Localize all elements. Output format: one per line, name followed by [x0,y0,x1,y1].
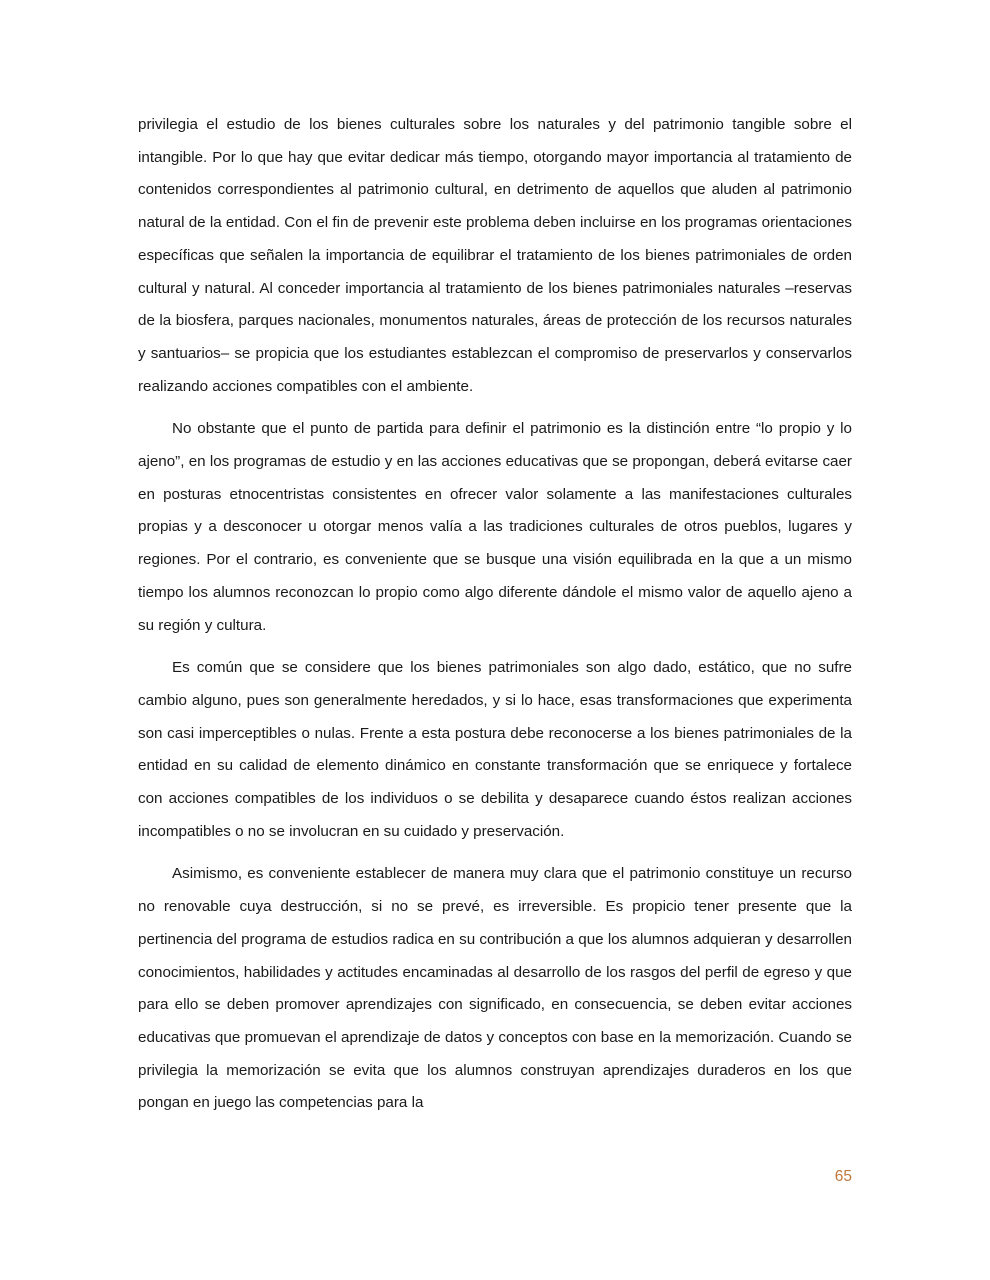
paragraph-3: Es común que se considere que los bienes patrimoniales son algo dado, estático, que no sufre cambio alguno, pues son generalmente heredados, y si lo hace, esas transformaciones que experimenta son casi imperceptibles o nulas. Frente a esta postura debe reconocerse a los bienes patrimoniales de la entidad en su calidad de elemento dinámico en constante transformación que se enriquece y fortalece con acciones compatibles de los individuos o se debilita y desaparece cuando éstos realizan acciones incompatibles o no se involucran en su cuidado y preservación. [138,659,852,840]
paragraph-2: No obstante que el punto de partida para definir el patrimonio es la distinción entre “lo propio y lo ajeno”, en los programas de estudio y en las acciones educativas que se propongan, deberá evitarse caer en posturas etnocentristas consistentes en ofrecer valor solamente a las manifestaciones culturales propias y a desconocer u otorgar menos valía a las tradiciones culturales de otros pueblos, lugares y regiones. Por el contrario, es conveniente que se busque una visión equilibrada en la que a un mismo tiempo los alumnos reconozcan lo propio como algo diferente dándole el mismo valor de aquello ajeno a su región y cultura. [138,420,852,634]
body-text [138,109,852,1130]
paragraph-4: Asimismo, es conveniente establecer de manera muy clara que el patrimonio constituye un recurso no renovable cuya destrucción, si no se prevé, es irreversible. Es propicio tener presente que la pertinencia del programa de estudios radica en su contribución a que los alumnos adquieran y desarrollen conocimientos, habilidades y actitudes encaminadas al desarrollo de los rasgos del perfil de egreso y que para ello se deben promover aprendizajes con significado, en consecuencia, se deben evitar acciones educativas que promuevan el aprendizaje de datos y conceptos con base en la memorización. Cuando se privilegia la memorización se evita que los alumnos construyan aprendizajes duraderos en los que pongan en juego las competencias para la [138,865,852,1112]
page-number: 65 [834,1168,852,1185]
paragraph-1: privilegia el estudio de los bienes culturales sobre los naturales y del patrimonio tangible sobre el intangible. Por lo que hay que evitar dedicar más tiempo, otorgando mayor importancia al tratamiento de contenidos correspondientes al patrimonio cultural, en detrimento de aquellos que aluden al patrimonio natural de la entidad. Con el fin de prevenir este problema deben incluirse en los programas orientaciones específicas que señalen la importancia de equilibrar el tratamiento de los bienes patrimoniales de orden cultural y natural. Al conceder importancia al tratamiento de los bienes patrimoniales naturales –reservas de la biosfera, parques nacionales, monumentos naturales, áreas de protección de los recursos naturales y santuarios– se propicia que los estudiantes establezcan el compromiso de preservarlos y conservarlos realizando acciones compatibles con el ambiente. [138,116,852,395]
